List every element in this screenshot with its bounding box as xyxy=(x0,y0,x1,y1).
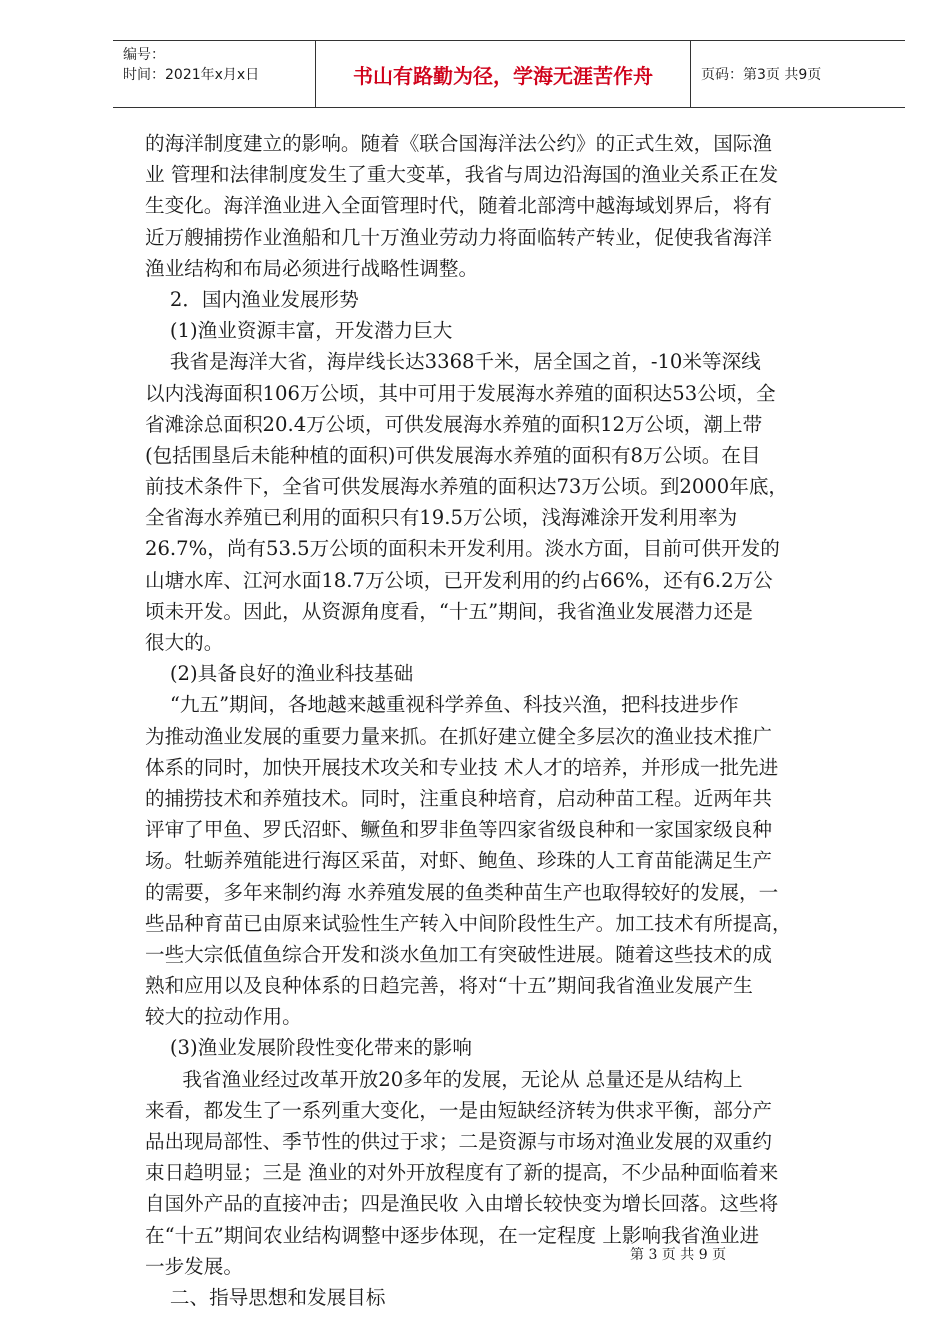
text-line: 26.7%，尚有53.5万公顷的面积未开发利用。淡水方面，目前可供开发的 xyxy=(145,537,780,561)
page-footer: 第 3 页 共 9 页 xyxy=(630,1247,727,1263)
text-line: 生变化。海洋渔业进入全面管理时代，随着北部湾中越海域划界后，将有 xyxy=(145,194,772,218)
text-line: 很大的。 xyxy=(145,631,224,654)
text-line: 省滩涂总面积20.4万公顷，可供发展海水养殖的面积12万公顷，潮上带 xyxy=(145,412,763,436)
document-body xyxy=(145,128,870,1313)
text-line: 束日趋明显；三是 渔业的对外开放程度有了新的提高，不少品种面临着来 xyxy=(145,1161,779,1185)
text-line: 熟和应用以及良种体系的日趋完善，将对“十五”期间我省渔业发展产生 xyxy=(145,974,753,998)
page-header xyxy=(113,40,905,108)
header-meta xyxy=(113,41,316,107)
text-line: 在“十五”期间农业结构调整中逐步体现，在一定程度 上影响我省渔业进 xyxy=(145,1223,760,1247)
text-line: 评审了甲鱼、罗氏沼虾、鳜鱼和罗非鱼等四家省级良种和一家国家级良种 xyxy=(145,818,772,842)
text-line: 顷未开发。因此，从资源角度看，“十五”期间，我省渔业发展潜力还是 xyxy=(145,599,753,623)
text-line: 前技术条件下，全省可供发展海水养殖的面积达73万公顷。到2000年底， xyxy=(145,475,789,499)
text-line: 自国外产品的直接冲击；四是渔民收 入由增长较快变为增长回落。这些将 xyxy=(145,1192,779,1216)
text-line: 的海洋制度建立的影响。随着《联合国海洋法公约》的正式生效，国际渔 xyxy=(145,132,772,155)
text-line: 些品种育苗已由原来试验性生产转入中间阶段性生产。加工技术有所提高， xyxy=(145,911,792,935)
text-line: 场。牡蛎养殖能进行海区采苗，对虾、鲍鱼、珍珠的人工育苗能满足生产 xyxy=(145,849,772,873)
text-line: 二、指导思想和发展目标 xyxy=(145,1285,386,1309)
text-line: 一些大宗低值鱼综合开发和淡水鱼加工有突破性进展。随着这些技术的成 xyxy=(145,942,772,966)
text-line: 我省是海洋大省，海岸线长达3368千米，居全国之首，-10米等深线 xyxy=(145,350,761,374)
text-line: (1)渔业资源丰富，开发潜力巨大 xyxy=(145,319,453,343)
text-line: 品出现局部性、季节性的供过于求；二是资源与市场对渔业发展的双重约 xyxy=(145,1130,772,1153)
header-page-info: 页码：第3页 共9页 xyxy=(701,67,822,83)
number-label: 编号： xyxy=(123,47,165,63)
text-line: 全省海水养殖已利用的面积只有19.5万公顷，浅海滩涂开发利用率为 xyxy=(145,506,738,530)
text-line: 一步发展。 xyxy=(145,1254,243,1278)
text-line: 我省渔业经过改革开放20多年的发展，无论从 总量还是从结构上 xyxy=(145,1067,743,1091)
text-line: 的需要，多年来制约海 水养殖发展的鱼类种苗生产也取得较好的发展，一 xyxy=(145,880,779,904)
text-line: 体系的同时，加快开展技术攻关和专业技 术人才的培养，并形成一批先进 xyxy=(145,755,779,779)
text-line: (3)渔业发展阶段性变化带来的影响 xyxy=(145,1036,472,1060)
text-line: 近万艘捕捞作业渔船和几十万渔业劳动力将面临转产转业，促使我省海洋 xyxy=(145,225,772,249)
time-label: 时间：2021年x月x日 xyxy=(123,67,260,83)
text-line: 的捕捞技术和养殖技术。同时，注重良种培育，启动种苗工程。近两年共 xyxy=(145,786,772,810)
text-line: 业 管理和法律制度发生了重大变革，我省与周边沿海国的渔业关系正在发 xyxy=(145,163,779,187)
text-line: 2．国内渔业发展形势 xyxy=(145,287,359,311)
header-motto: 书山有路勤为径，学海无涯苦作舟 xyxy=(316,41,691,107)
text-line: 以内浅海面积106万公顷，其中可用于发展海水养殖的面积达53公顷，全 xyxy=(145,381,776,405)
text-line: 来看，都发生了一系列重大变化，一是由短缺经济转为供求平衡，部分产 xyxy=(145,1098,772,1122)
text-line: 较大的拉动作用。 xyxy=(145,1005,302,1029)
text-line: “九五”期间，各地越来越重视科学养鱼、科技兴渔，把科技进步作 xyxy=(145,693,739,717)
text-line: 山塘水库、江河水面18.7万公顷，已开发利用的约占66%，还有6.2万公 xyxy=(145,568,773,592)
text-line: 为推动渔业发展的重要力量来抓。在抓好建立健全多层次的渔业技术推广 xyxy=(145,724,772,748)
text-line: (2)具备良好的渔业科技基础 xyxy=(145,662,414,686)
text-line: 渔业结构和布局必须进行战略性调整。 xyxy=(145,256,479,280)
text-line: (包括围垦后未能种植的面积)可供发展海水养殖的面积有8万公顷。在目 xyxy=(145,443,761,467)
